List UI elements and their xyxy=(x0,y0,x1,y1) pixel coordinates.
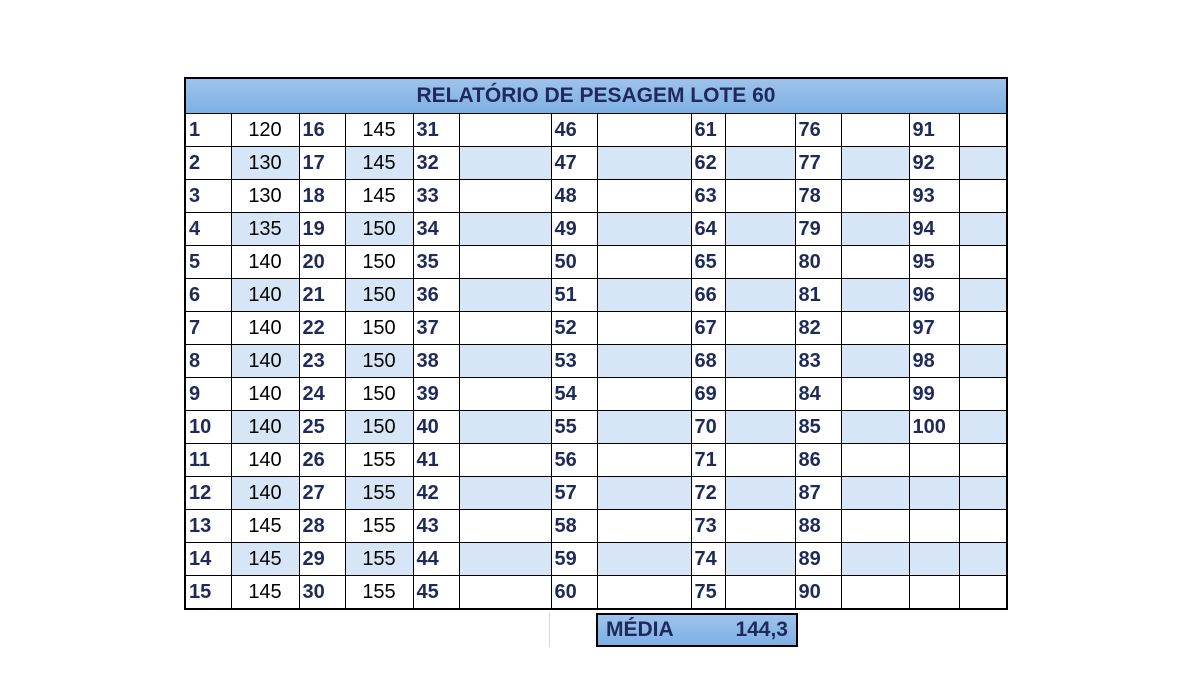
weight-value-cell xyxy=(597,114,691,147)
weight-value-cell xyxy=(459,246,551,279)
row-number-cell: 37 xyxy=(413,312,459,345)
weight-value-cell xyxy=(459,312,551,345)
weight-value-cell xyxy=(725,114,795,147)
row-number-cell: 34 xyxy=(413,213,459,246)
weight-value-cell: 150 xyxy=(345,246,413,279)
table-row xyxy=(185,543,1007,576)
weight-value-cell xyxy=(597,180,691,213)
row-number-cell: 40 xyxy=(413,411,459,444)
weight-value-cell xyxy=(959,477,1007,510)
table-row xyxy=(185,411,1007,444)
row-number-cell: 74 xyxy=(691,543,725,576)
row-number-cell: 49 xyxy=(551,213,597,246)
weight-value-cell xyxy=(841,576,909,610)
weight-value-cell xyxy=(959,312,1007,345)
weight-value-cell xyxy=(841,147,909,180)
row-number-cell: 9 xyxy=(185,378,231,411)
weight-value-cell xyxy=(597,312,691,345)
weight-value-cell: 145 xyxy=(231,576,299,610)
row-number-cell: 28 xyxy=(299,510,345,543)
row-number-cell: 18 xyxy=(299,180,345,213)
weight-value-cell xyxy=(597,147,691,180)
weight-value-cell xyxy=(959,411,1007,444)
row-number-cell: 16 xyxy=(299,114,345,147)
table-row xyxy=(185,114,1007,147)
row-number-cell: 30 xyxy=(299,576,345,610)
row-number-cell: 63 xyxy=(691,180,725,213)
row-number-cell: 13 xyxy=(185,510,231,543)
weight-value-cell: 150 xyxy=(345,279,413,312)
weight-value-cell: 140 xyxy=(231,444,299,477)
row-number-cell: 29 xyxy=(299,543,345,576)
row-number-cell: 36 xyxy=(413,279,459,312)
weight-value-cell: 145 xyxy=(231,543,299,576)
weight-value-cell xyxy=(841,180,909,213)
weight-value-cell xyxy=(959,246,1007,279)
row-number-cell: 52 xyxy=(551,312,597,345)
weight-value-cell xyxy=(459,114,551,147)
weight-value-cell xyxy=(841,510,909,543)
row-number-cell: 14 xyxy=(185,543,231,576)
weight-value-cell xyxy=(725,576,795,610)
weight-value-cell xyxy=(959,543,1007,576)
row-number-cell: 5 xyxy=(185,246,231,279)
row-number-cell: 47 xyxy=(551,147,597,180)
weight-value-cell: 155 xyxy=(345,576,413,610)
row-number-cell: 85 xyxy=(795,411,841,444)
row-number-cell: 76 xyxy=(795,114,841,147)
row-number-cell: 22 xyxy=(299,312,345,345)
weight-value-cell xyxy=(725,510,795,543)
weight-value-cell xyxy=(959,213,1007,246)
table-row xyxy=(185,312,1007,345)
weight-value-cell xyxy=(597,576,691,610)
weight-value-cell xyxy=(459,345,551,378)
weight-value-cell: 150 xyxy=(345,345,413,378)
row-number-cell xyxy=(909,477,959,510)
row-number-cell: 72 xyxy=(691,477,725,510)
weight-value-cell: 145 xyxy=(345,114,413,147)
average-value: 144,3 xyxy=(735,618,788,641)
row-number-cell: 91 xyxy=(909,114,959,147)
weight-value-cell xyxy=(841,312,909,345)
table-row xyxy=(185,147,1007,180)
weight-value-cell: 140 xyxy=(231,378,299,411)
row-number-cell: 88 xyxy=(795,510,841,543)
weight-value-cell xyxy=(725,246,795,279)
row-number-cell: 56 xyxy=(551,444,597,477)
weight-value-cell xyxy=(959,114,1007,147)
weight-value-cell xyxy=(841,411,909,444)
weight-value-cell xyxy=(841,213,909,246)
row-number-cell: 53 xyxy=(551,345,597,378)
weight-value-cell xyxy=(841,378,909,411)
weight-value-cell xyxy=(959,147,1007,180)
row-number-cell: 55 xyxy=(551,411,597,444)
table-row xyxy=(185,477,1007,510)
weight-value-cell xyxy=(725,279,795,312)
row-number-cell xyxy=(909,444,959,477)
row-number-cell: 50 xyxy=(551,246,597,279)
row-number-cell: 80 xyxy=(795,246,841,279)
average-label: MÉDIA xyxy=(606,618,674,641)
row-number-cell: 98 xyxy=(909,345,959,378)
weight-value-cell: 155 xyxy=(345,477,413,510)
weight-value-cell xyxy=(959,510,1007,543)
row-number-cell: 93 xyxy=(909,180,959,213)
weight-value-cell xyxy=(459,477,551,510)
row-number-cell: 100 xyxy=(909,411,959,444)
row-number-cell: 45 xyxy=(413,576,459,610)
table-row xyxy=(185,444,1007,477)
weight-value-cell xyxy=(725,180,795,213)
weight-value-cell xyxy=(459,543,551,576)
table-row xyxy=(185,279,1007,312)
row-number-cell: 20 xyxy=(299,246,345,279)
weight-value-cell xyxy=(959,345,1007,378)
row-number-cell: 87 xyxy=(795,477,841,510)
weight-value-cell: 150 xyxy=(345,378,413,411)
weight-value-cell: 155 xyxy=(345,444,413,477)
weight-value-cell xyxy=(597,543,691,576)
row-number-cell: 25 xyxy=(299,411,345,444)
average-summary-box xyxy=(596,613,798,647)
row-number-cell: 21 xyxy=(299,279,345,312)
weight-value-cell: 150 xyxy=(345,213,413,246)
row-number-cell: 4 xyxy=(185,213,231,246)
row-number-cell: 84 xyxy=(795,378,841,411)
row-number-cell: 26 xyxy=(299,444,345,477)
row-number-cell: 23 xyxy=(299,345,345,378)
weight-value-cell xyxy=(841,477,909,510)
weighing-report-table xyxy=(184,77,1008,610)
row-number-cell: 65 xyxy=(691,246,725,279)
weight-value-cell xyxy=(459,147,551,180)
table-row xyxy=(185,378,1007,411)
row-number-cell: 44 xyxy=(413,543,459,576)
weight-value-cell xyxy=(959,378,1007,411)
row-number-cell: 33 xyxy=(413,180,459,213)
row-number-cell: 73 xyxy=(691,510,725,543)
table-row xyxy=(185,213,1007,246)
row-number-cell: 19 xyxy=(299,213,345,246)
row-number-cell: 90 xyxy=(795,576,841,610)
row-number-cell: 27 xyxy=(299,477,345,510)
weight-value-cell xyxy=(725,543,795,576)
row-number-cell: 71 xyxy=(691,444,725,477)
table-row xyxy=(185,576,1007,610)
row-number-cell: 78 xyxy=(795,180,841,213)
weight-value-cell xyxy=(841,114,909,147)
weight-value-cell: 120 xyxy=(231,114,299,147)
row-number-cell: 70 xyxy=(691,411,725,444)
row-number-cell: 92 xyxy=(909,147,959,180)
row-number-cell: 86 xyxy=(795,444,841,477)
weight-value-cell: 140 xyxy=(231,246,299,279)
weight-value-cell: 140 xyxy=(231,279,299,312)
weight-value-cell xyxy=(841,246,909,279)
row-number-cell: 54 xyxy=(551,378,597,411)
weight-value-cell xyxy=(959,180,1007,213)
row-number-cell: 95 xyxy=(909,246,959,279)
row-number-cell: 35 xyxy=(413,246,459,279)
weight-value-cell xyxy=(725,444,795,477)
weight-value-cell xyxy=(597,444,691,477)
weight-value-cell xyxy=(725,378,795,411)
row-number-cell: 10 xyxy=(185,411,231,444)
weight-value-cell: 145 xyxy=(345,180,413,213)
row-number-cell: 82 xyxy=(795,312,841,345)
row-number-cell: 61 xyxy=(691,114,725,147)
table-row xyxy=(185,246,1007,279)
row-number-cell: 89 xyxy=(795,543,841,576)
weight-value-cell xyxy=(597,411,691,444)
weight-value-cell: 130 xyxy=(231,180,299,213)
weight-value-cell xyxy=(459,444,551,477)
weight-value-cell: 155 xyxy=(345,510,413,543)
row-number-cell: 99 xyxy=(909,378,959,411)
weight-value-cell xyxy=(725,411,795,444)
table-row xyxy=(185,510,1007,543)
row-number-cell: 69 xyxy=(691,378,725,411)
report-title: RELATÓRIO DE PESAGEM LOTE 60 xyxy=(185,78,1007,114)
row-number-cell: 32 xyxy=(413,147,459,180)
row-number-cell: 67 xyxy=(691,312,725,345)
weight-value-cell xyxy=(725,147,795,180)
table-row xyxy=(185,180,1007,213)
weight-value-cell: 135 xyxy=(231,213,299,246)
row-number-cell: 24 xyxy=(299,378,345,411)
row-number-cell: 2 xyxy=(185,147,231,180)
row-number-cell: 51 xyxy=(551,279,597,312)
weight-value-cell xyxy=(725,477,795,510)
row-number-cell: 41 xyxy=(413,444,459,477)
weight-value-cell xyxy=(597,213,691,246)
row-number-cell: 77 xyxy=(795,147,841,180)
cell-divider-line xyxy=(549,613,550,647)
row-number-cell: 31 xyxy=(413,114,459,147)
row-number-cell: 83 xyxy=(795,345,841,378)
weight-value-cell xyxy=(597,477,691,510)
weight-value-cell: 140 xyxy=(231,477,299,510)
row-number-cell: 58 xyxy=(551,510,597,543)
row-number-cell xyxy=(909,543,959,576)
row-number-cell: 68 xyxy=(691,345,725,378)
weight-value-cell xyxy=(959,444,1007,477)
row-number-cell: 46 xyxy=(551,114,597,147)
weight-value-cell xyxy=(597,378,691,411)
row-number-cell: 42 xyxy=(413,477,459,510)
weight-value-cell xyxy=(459,180,551,213)
row-number-cell: 81 xyxy=(795,279,841,312)
weight-value-cell xyxy=(959,279,1007,312)
row-number-cell: 96 xyxy=(909,279,959,312)
weight-value-cell xyxy=(459,411,551,444)
weight-value-cell xyxy=(597,345,691,378)
row-number-cell: 94 xyxy=(909,213,959,246)
weight-value-cell: 140 xyxy=(231,345,299,378)
weight-value-cell: 140 xyxy=(231,312,299,345)
weight-value-cell xyxy=(959,576,1007,610)
row-number-cell: 11 xyxy=(185,444,231,477)
row-number-cell: 15 xyxy=(185,576,231,610)
weight-value-cell xyxy=(841,543,909,576)
weight-value-cell xyxy=(597,279,691,312)
row-number-cell xyxy=(909,510,959,543)
weight-value-cell xyxy=(725,345,795,378)
row-number-cell: 62 xyxy=(691,147,725,180)
row-number-cell: 3 xyxy=(185,180,231,213)
row-number-cell: 48 xyxy=(551,180,597,213)
weight-value-cell xyxy=(459,576,551,610)
row-number-cell: 97 xyxy=(909,312,959,345)
weight-value-cell: 130 xyxy=(231,147,299,180)
row-number-cell: 1 xyxy=(185,114,231,147)
row-number-cell: 7 xyxy=(185,312,231,345)
row-number-cell: 75 xyxy=(691,576,725,610)
weight-value-cell: 150 xyxy=(345,411,413,444)
weight-value-cell xyxy=(459,510,551,543)
row-number-cell xyxy=(909,576,959,610)
row-number-cell: 66 xyxy=(691,279,725,312)
row-number-cell: 6 xyxy=(185,279,231,312)
row-number-cell: 39 xyxy=(413,378,459,411)
table-row xyxy=(185,345,1007,378)
weight-value-cell xyxy=(841,444,909,477)
weight-value-cell xyxy=(459,213,551,246)
row-number-cell: 43 xyxy=(413,510,459,543)
row-number-cell: 60 xyxy=(551,576,597,610)
weight-value-cell xyxy=(841,279,909,312)
row-number-cell: 59 xyxy=(551,543,597,576)
row-number-cell: 64 xyxy=(691,213,725,246)
weight-value-cell: 145 xyxy=(231,510,299,543)
weight-value-cell: 155 xyxy=(345,543,413,576)
weight-value-cell xyxy=(459,378,551,411)
weight-value-cell xyxy=(841,345,909,378)
row-number-cell: 17 xyxy=(299,147,345,180)
row-number-cell: 79 xyxy=(795,213,841,246)
weight-value-cell: 145 xyxy=(345,147,413,180)
row-number-cell: 12 xyxy=(185,477,231,510)
weight-value-cell xyxy=(725,213,795,246)
weight-value-cell xyxy=(597,510,691,543)
weight-value-cell: 150 xyxy=(345,312,413,345)
weight-value-cell xyxy=(459,279,551,312)
weight-value-cell xyxy=(597,246,691,279)
row-number-cell: 57 xyxy=(551,477,597,510)
row-number-cell: 8 xyxy=(185,345,231,378)
row-number-cell: 38 xyxy=(413,345,459,378)
weight-value-cell xyxy=(725,312,795,345)
weight-value-cell: 140 xyxy=(231,411,299,444)
